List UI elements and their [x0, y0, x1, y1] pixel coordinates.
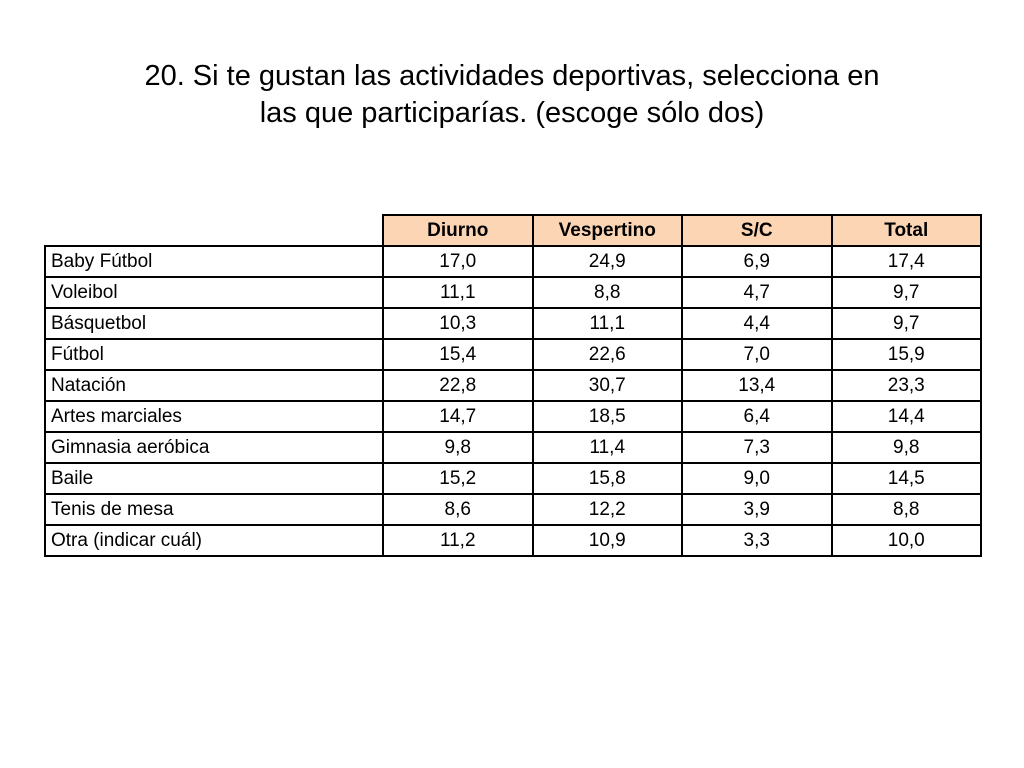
cell-vespertino: 10,9: [533, 525, 683, 556]
slide-title: [40, 58, 984, 132]
cell-diurno: 11,1: [383, 277, 533, 308]
row-label: Otra (indicar cuál): [45, 525, 383, 556]
table-header-corner: [45, 215, 383, 246]
table-row: [45, 494, 981, 525]
slide-title-line-1: 20. Si te gustan las actividades deportivas, selecciona en: [144, 60, 880, 92]
row-label: Baby Fútbol: [45, 246, 383, 277]
cell-diurno: 15,4: [383, 339, 533, 370]
row-label: Voleibol: [45, 277, 383, 308]
table-row: [45, 401, 981, 432]
cell-total: 8,8: [832, 494, 982, 525]
cell-sc: 3,3: [682, 525, 832, 556]
table-header-row: [45, 215, 981, 246]
table-row: [45, 277, 981, 308]
cell-diurno: 10,3: [383, 308, 533, 339]
cell-diurno: 9,8: [383, 432, 533, 463]
cell-sc: 4,7: [682, 277, 832, 308]
cell-vespertino: 22,6: [533, 339, 683, 370]
table-row: [45, 432, 981, 463]
column-header-vespertino: Vespertino: [533, 215, 683, 246]
cell-sc: 7,0: [682, 339, 832, 370]
cell-sc: 6,9: [682, 246, 832, 277]
table-body: [45, 246, 981, 556]
cell-total: 9,7: [832, 277, 982, 308]
cell-sc: 4,4: [682, 308, 832, 339]
table-row: [45, 246, 981, 277]
slide-title-line-2: las que participarías. (escoge sólo dos): [259, 97, 765, 129]
cell-total: 9,7: [832, 308, 982, 339]
cell-total: 10,0: [832, 525, 982, 556]
cell-vespertino: 8,8: [533, 277, 683, 308]
cell-sc: 13,4: [682, 370, 832, 401]
column-header-sc: S/C: [682, 215, 832, 246]
row-label: Gimnasia aeróbica: [45, 432, 383, 463]
cell-total: 9,8: [832, 432, 982, 463]
cell-total: 23,3: [832, 370, 982, 401]
cell-vespertino: 24,9: [533, 246, 683, 277]
cell-sc: 6,4: [682, 401, 832, 432]
cell-total: 14,4: [832, 401, 982, 432]
row-label: Natación: [45, 370, 383, 401]
column-header-diurno: Diurno: [383, 215, 533, 246]
table-row: [45, 525, 981, 556]
row-label: Básquetbol: [45, 308, 383, 339]
table-row: [45, 463, 981, 494]
row-label: Fútbol: [45, 339, 383, 370]
cell-diurno: 22,8: [383, 370, 533, 401]
cell-sc: 9,0: [682, 463, 832, 494]
table-row: [45, 308, 981, 339]
cell-total: 15,9: [832, 339, 982, 370]
cell-diurno: 8,6: [383, 494, 533, 525]
row-label: Tenis de mesa: [45, 494, 383, 525]
row-label: Artes marciales: [45, 401, 383, 432]
cell-sc: 3,9: [682, 494, 832, 525]
cell-total: 17,4: [832, 246, 982, 277]
cell-vespertino: 15,8: [533, 463, 683, 494]
column-header-total: Total: [832, 215, 982, 246]
cell-diurno: 11,2: [383, 525, 533, 556]
cell-vespertino: 11,1: [533, 308, 683, 339]
row-label: Baile: [45, 463, 383, 494]
cell-diurno: 17,0: [383, 246, 533, 277]
cell-vespertino: 12,2: [533, 494, 683, 525]
cell-vespertino: 18,5: [533, 401, 683, 432]
cell-diurno: 15,2: [383, 463, 533, 494]
cell-vespertino: 30,7: [533, 370, 683, 401]
table-row: [45, 370, 981, 401]
cell-sc: 7,3: [682, 432, 832, 463]
cell-vespertino: 11,4: [533, 432, 683, 463]
table-row: [45, 339, 981, 370]
cell-total: 14,5: [832, 463, 982, 494]
results-table: [44, 214, 982, 557]
cell-diurno: 14,7: [383, 401, 533, 432]
